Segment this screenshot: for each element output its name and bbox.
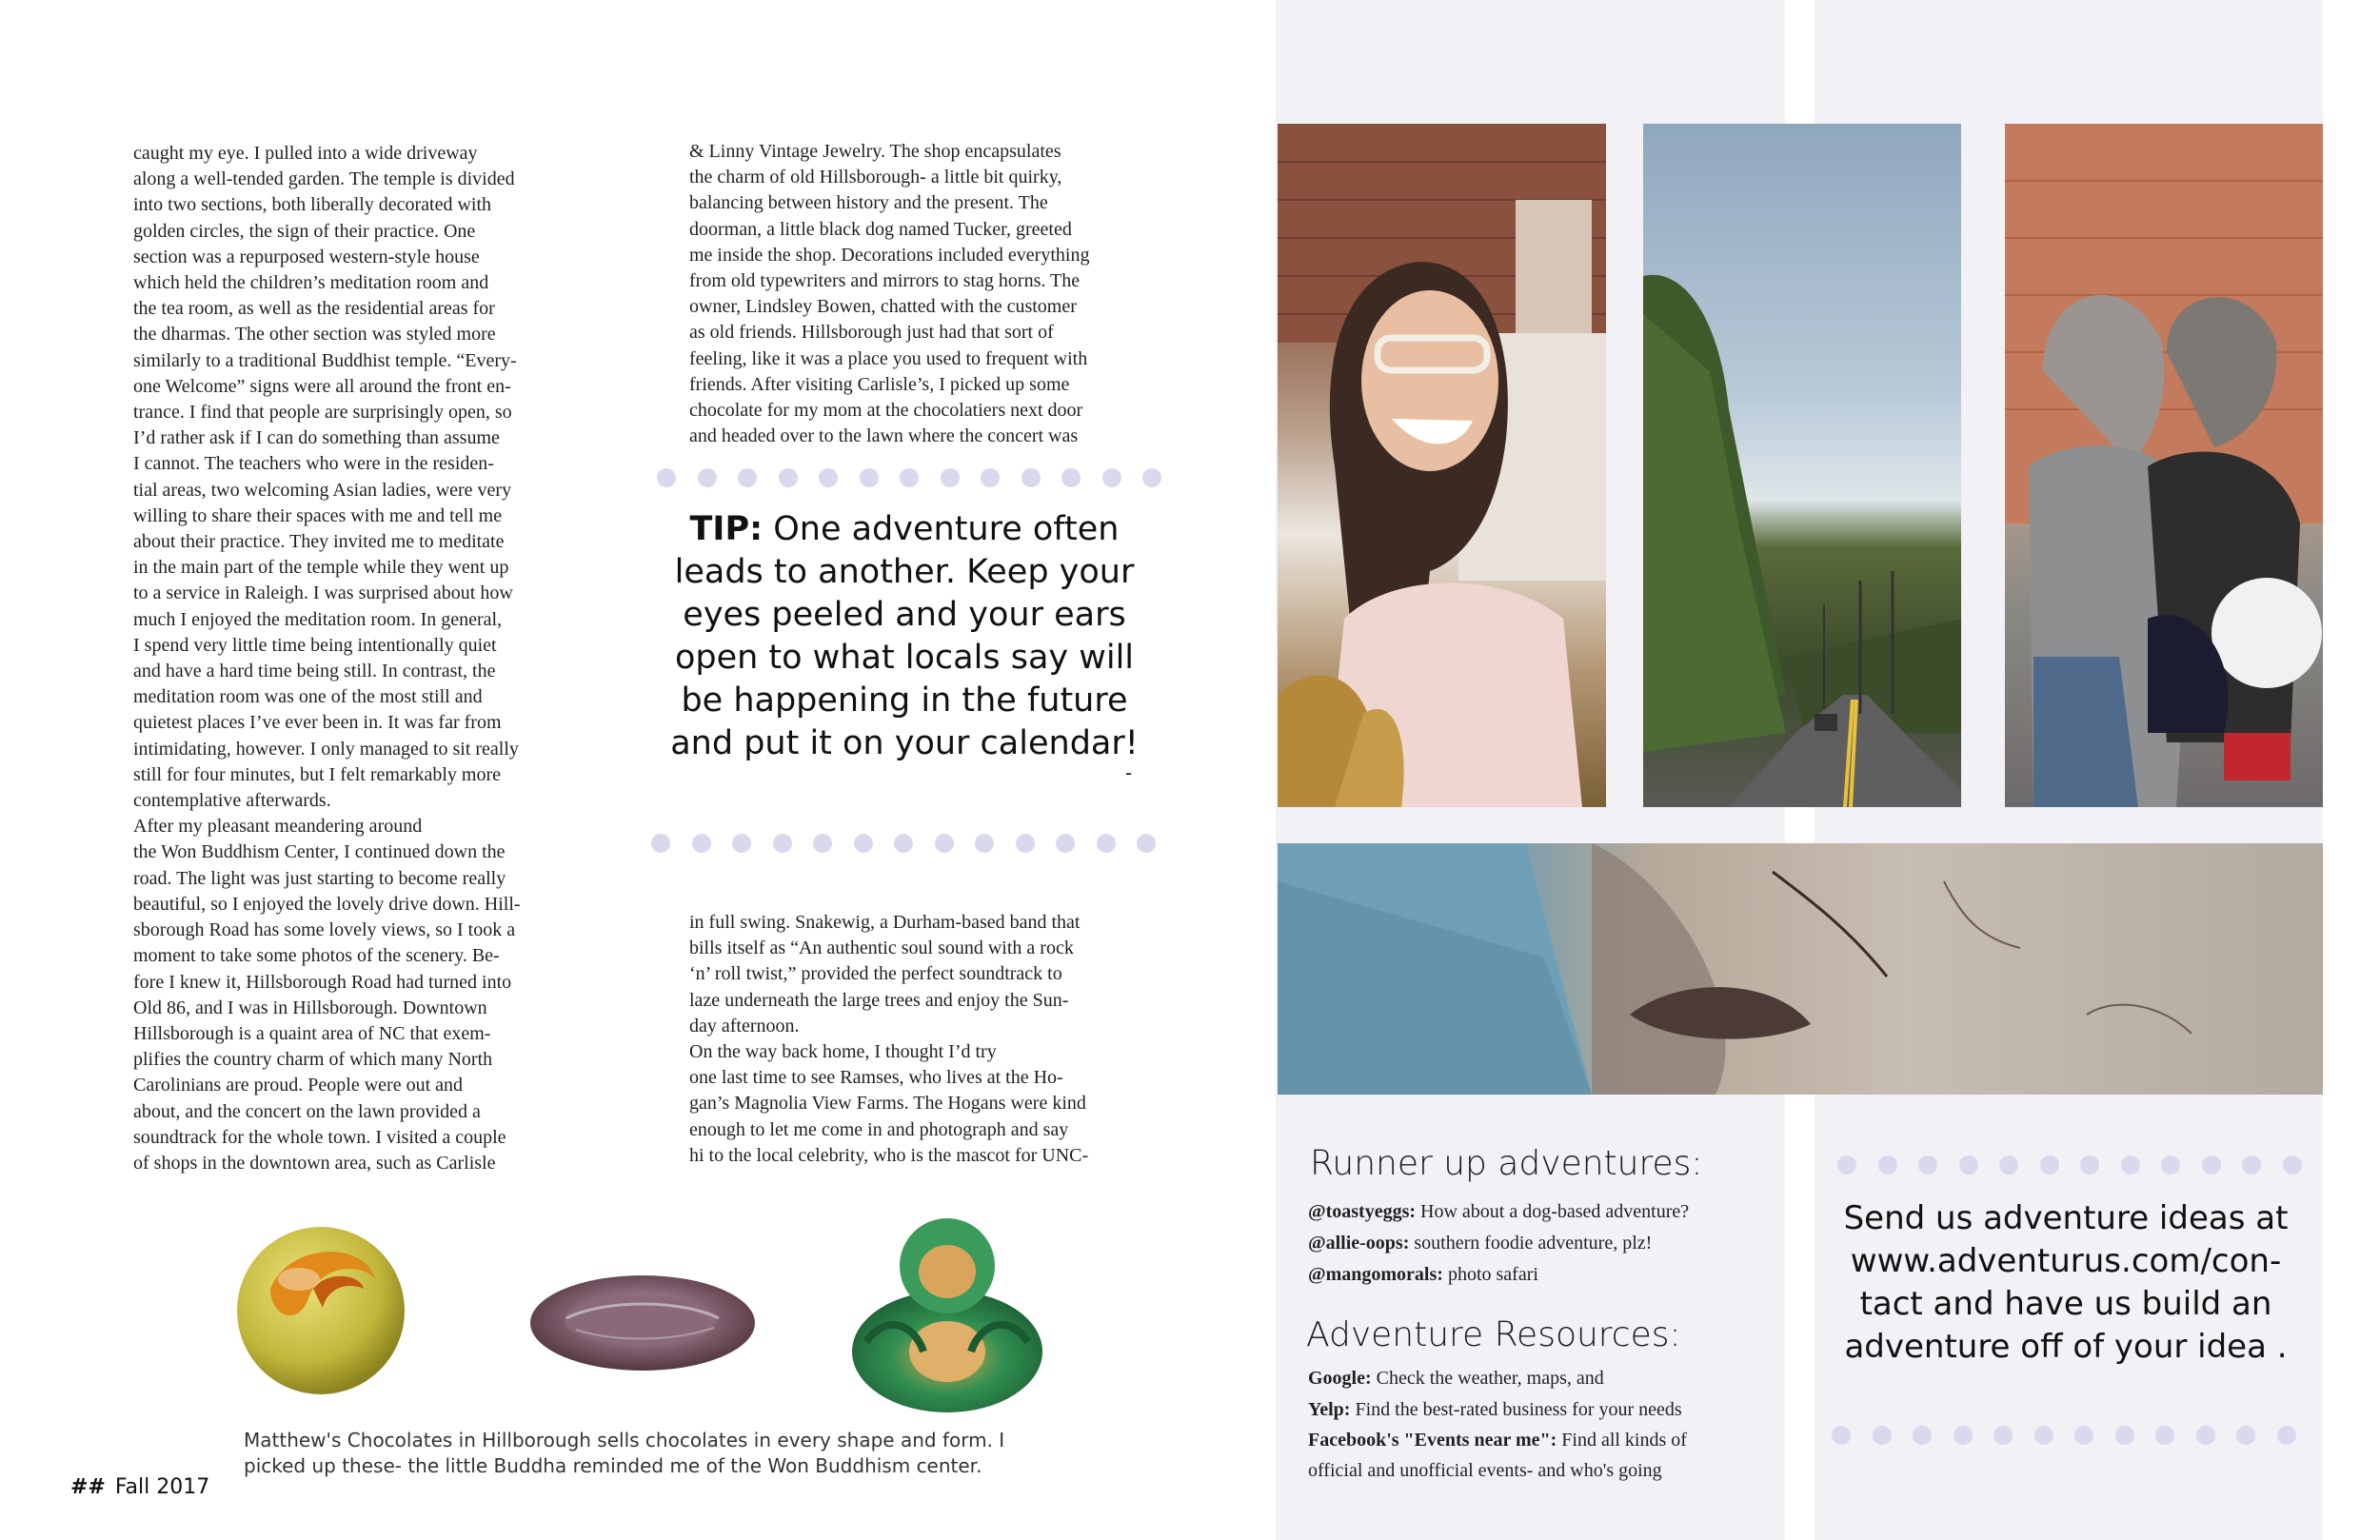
resource-text: Check the weather, maps, and <box>1371 1368 1604 1389</box>
buddha-chocolate-photo <box>847 1209 1047 1414</box>
runner-up-item <box>1308 1196 1689 1227</box>
runner-up-handle: @toastyeggs: <box>1308 1201 1417 1222</box>
runner-up-heading: Runner up adventures: <box>1310 1144 1703 1183</box>
resource-item <box>1308 1363 1604 1393</box>
tip-dash: - <box>1125 761 1133 784</box>
couple-kissing-photo <box>2005 124 2323 807</box>
article-column-2-bottom: in full swing. Snakewig, a Durham-based band that bills itself as “An authentic soul sound with a rock ‘n’ roll twist,” provided the perfect soundtrack to laze underneath the large trees and enjoy the Sun- day afternoon. On the way back home, I thought I’d try one last time to see Ramses, who lives at the Ho- gan’s Magnolia View Farms. The Hogans were kind enough to let me come in and photograph and say hi to the local celebrity, who is the mascot for UNC- <box>689 912 1089 1166</box>
resource-name: Yelp: <box>1308 1399 1351 1420</box>
page-number-marker: ## <box>70 1475 106 1499</box>
tip-box <box>666 508 1142 765</box>
resource-name: Google: <box>1308 1368 1372 1389</box>
runner-up-item <box>1308 1259 1538 1290</box>
ram-closeup-photo <box>1278 843 2323 1095</box>
tip-divider-top <box>657 468 1183 487</box>
tip-label: TIP: <box>689 510 764 548</box>
send-ideas-text: Send us adventure ideas at www.adventurus.com/con-tact and have us build an adventure off of your idea . <box>1843 1199 2289 1366</box>
chocolate-ball-photo <box>232 1222 409 1399</box>
resource-text: Find the best-rated business for your needs <box>1350 1399 1682 1420</box>
runner-up-handle: @allie-oops: <box>1308 1233 1410 1254</box>
jewelry-shop-photo <box>1278 124 1606 807</box>
article-column-2-top: & Linny Vintage Jewelry. The shop encapsulates the charm of old Hillsborough- a little bit quirky, balancing between history and the present. The doorman, a little black dog named Tucker, greeted me inside the shop. Decorations included everything from old typewriters and mirrors to stag horns. The owner, Lindsley Bowen, chatted with the customer as old friends. Hillsborough just had that sort of feeling, like it was a place you used to frequent with friends. After visiting Carlisle’s, I picked up some chocolate for my mom at the chocolatiers next door and headed over to the lawn where the concert was <box>689 141 1090 447</box>
send-divider-bottom <box>1832 1426 2317 1445</box>
tip-text: One adventure often leads to another. Keep your eyes peeled and your ears open to what locals say will be happening in the future and put it on your calendar! <box>670 510 1139 762</box>
resources-heading: Adventure Resources: <box>1306 1315 1681 1354</box>
country-road-photo <box>1643 124 1961 807</box>
runner-up-item <box>1308 1228 1652 1258</box>
runner-up-handle: @mangomorals: <box>1308 1264 1443 1285</box>
article-column-1: caught my eye. I pulled into a wide driveway along a well-tended garden. The temple is divided into two sections, both liberally decorated with golden circles, the sign of their practice. One section was a repurposed western-style house which held the children’s meditation room and the tea room, as well as the residential areas for the dharmas. The other section was styled more similarly to a traditional Buddhist temple. “Every- one Welcome” signs were all around the front en- trance. I find that people are surprisingly open, so I’d rather ask if I can do something than assume I cannot. The teachers who were in the residen- tial areas, two welcoming Asian ladies, were very willing to share their spaces with me and tell me about their practice. They invited me to meditate in the main part of the temple while they went up to a service in Raleigh. I was surprised about how much I enjoyed the meditation room. In general, I spend very little time being intentionally quiet and have a hard time being still. In contrast, the meditation room was one of the most still and quietest places I’ve ever been in. It was far from intimidating, however. I only managed to sit really still for four minutes, but I felt remarkably more contemplative afterwards. After my pleasant meandering around the Won Buddhism Center, I continued down the road. The light was just starting to become really beautiful, so I enjoyed the lovely drive down. Hill- sborough Road has some lovely views, so I took a moment to take some photos of the scenery. Be- fore I knew it, Hillsborough Road had turned into Old 86, and I was in Hillsborough. Downtown Hillsborough is a quaint area of NC that exem- plifies the country charm of which many North Carolinians are proud. People were out and about, and the concert on the lawn provided a soundtrack for the whole town. I visited a couple of shops in the downtown area, such as Carlisle <box>133 143 521 1174</box>
issue-label: Fall 2017 <box>114 1475 210 1499</box>
resource-item <box>1308 1425 1687 1455</box>
chocolate-dish-photo <box>528 1271 757 1375</box>
runner-up-text: photo safari <box>1442 1264 1538 1285</box>
runner-up-text: How about a dog-based adventure? <box>1416 1201 1690 1222</box>
resource-name: Facebook's "Events near me": <box>1308 1430 1557 1451</box>
photo-caption: Matthew's Chocolates in Hillborough sells chocolates in every shape and form. I picked up these- the little Buddha reminded me of the Won Buddhism center. <box>244 1429 1005 1477</box>
tip-divider-bottom <box>651 834 1178 853</box>
send-divider-top <box>1837 1155 2323 1175</box>
resource-text: Find all kinds of <box>1557 1430 1687 1451</box>
runner-up-text: southern foodie adventure, plz! <box>1409 1233 1653 1254</box>
resource-item <box>1308 1394 1682 1425</box>
resource-item-continued: official and unofficial events- and who's going <box>1308 1460 1662 1481</box>
page-folio <box>70 1475 209 1499</box>
